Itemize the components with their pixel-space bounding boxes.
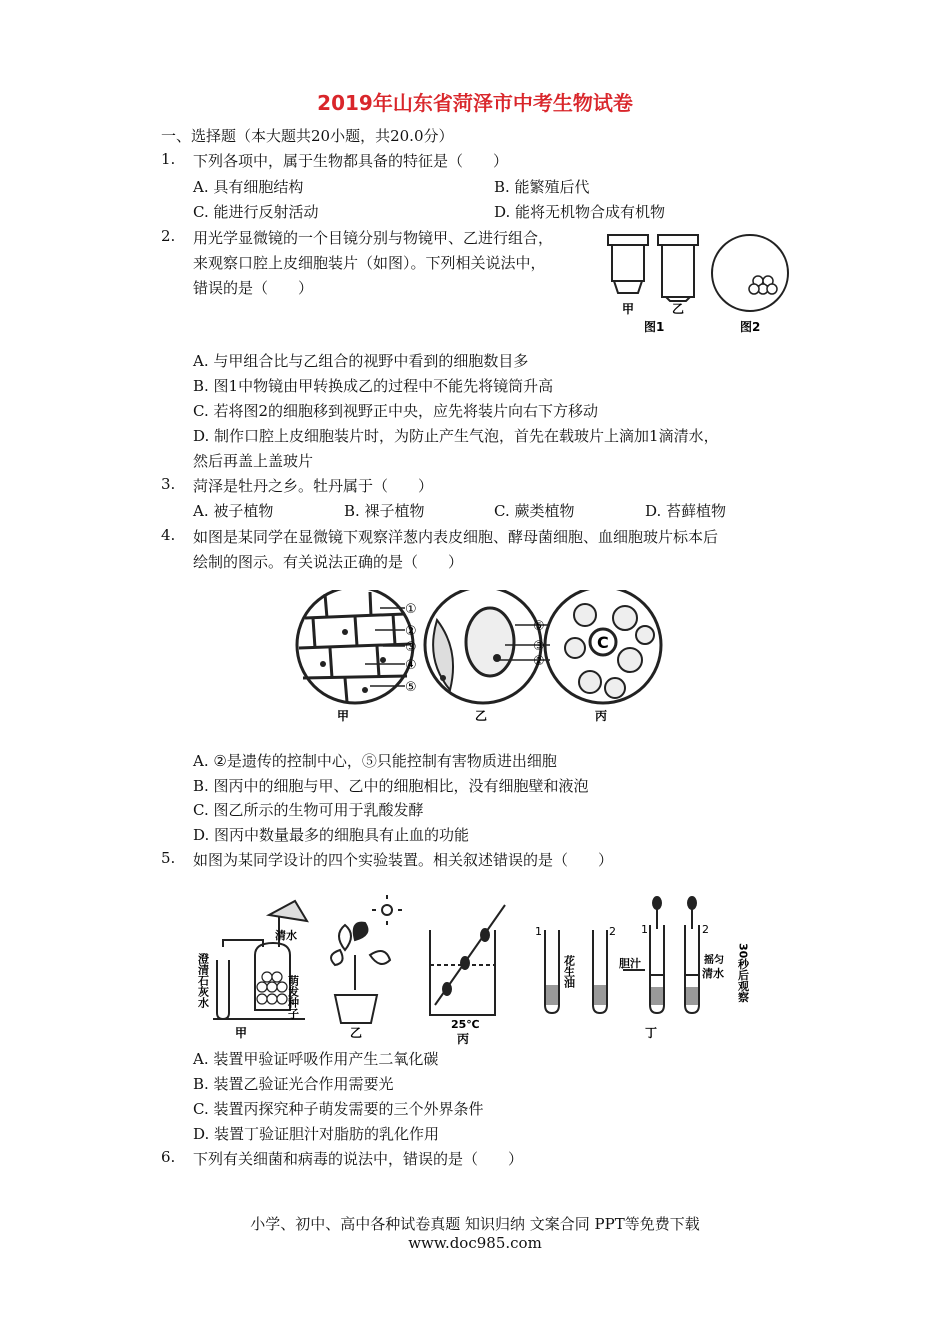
label-bing: 丙 — [595, 709, 608, 723]
q1-number: 1. — [161, 150, 176, 168]
q5-number: 5. — [161, 849, 176, 867]
q2-option-b: B. 图1中物镜由甲转换成乙的过程中不能先将镜筒升高 — [193, 377, 554, 395]
label-yi: 乙 — [475, 709, 488, 723]
footer-url[interactable]: www.doc985.com — [408, 1234, 542, 1252]
q1-stem: 下列各项中，属于生物都具备的特征是（ ） — [193, 152, 509, 170]
label-temp: 25℃ — [451, 1018, 480, 1031]
q2-option-d: D. 制作口腔上皮细胞装片时，为防止产生气泡，首先在载玻片上滴加1滴清水， — [193, 427, 719, 445]
q5-figure — [195, 895, 770, 1045]
q3-option-d: D. 苔藓植物 — [645, 502, 727, 520]
label-zhongzi: 萌发种子 — [286, 975, 300, 1019]
label-t2b: 2 — [702, 923, 709, 936]
q5-option-c: C. 装置丙探究种子萌发需要的三个外界条件 — [193, 1100, 484, 1118]
q2-number: 2. — [161, 227, 176, 245]
q3-stem: 菏泽是牡丹之乡。牡丹属于（ ） — [193, 477, 434, 495]
yeast-cell-icon — [425, 590, 541, 703]
svg-text:C: C — [597, 633, 609, 652]
cell-cluster-icon — [749, 276, 777, 294]
q1-option-a: A. 具有细胞结构 — [193, 178, 304, 196]
q4-option-b: B. 图丙中的细胞与甲、乙中的细胞相比，没有细胞壁和液泡 — [193, 777, 589, 795]
q4-figure — [285, 590, 665, 725]
section-heading: 一、选择题（本大题共20小题，共20.0分） — [161, 127, 454, 145]
q2-figure — [600, 225, 800, 340]
label-qingshui2: 清水 — [702, 967, 724, 980]
label-yi: 乙 — [350, 1026, 363, 1040]
q4-stem-line1: 如图是某同学在显微镜下观察洋葱内表皮细胞、酵母菌细胞、血细胞玻片标本后 — [193, 528, 719, 546]
q2-option-a: A. 与甲组合比与乙组合的视野中看到的细胞数目多 — [193, 352, 529, 370]
q4-option-a: A. ②是遗传的控制中心，⑤只能控制有害物质进出细胞 — [193, 752, 557, 770]
label-5: ⑤ — [405, 680, 417, 695]
label-jia: 甲 — [235, 1026, 248, 1040]
label-t1b: 1 — [641, 923, 648, 936]
apparatus-yi-icon — [331, 895, 402, 1023]
label-bing: 丙 — [457, 1032, 470, 1045]
q2-option-c: C. 若将图2的细胞移到视野正中央，应先将装片向右下方移动 — [193, 402, 599, 420]
field-of-view-circle — [712, 235, 788, 311]
label-3b: ③ — [533, 639, 545, 654]
q2-option-d-cont: 然后再盖上盖玻片 — [193, 452, 314, 470]
label-yi: 乙 — [672, 302, 685, 316]
label-5b: ⑤ — [533, 619, 545, 634]
label-3: ③ — [405, 640, 417, 655]
label-t2: 2 — [609, 925, 616, 938]
label-4: ④ — [405, 658, 417, 673]
label-qingshui: 清水 — [275, 929, 297, 942]
objective-yi-icon — [658, 235, 698, 301]
q3-option-b: B. 裸子植物 — [344, 502, 425, 520]
label-yaoyun: 摇匀 — [704, 955, 724, 966]
label-jia: 甲 — [337, 709, 350, 723]
label-2: ② — [405, 624, 417, 639]
label-jia: 甲 — [622, 302, 635, 316]
label-shihuishui: 澄清石灰水 — [196, 953, 210, 1008]
q4-option-c: C. 图乙所示的生物可用于乳酸发酵 — [193, 801, 424, 819]
q4-option-d: D. 图丙中数量最多的细胞具有止血的功能 — [193, 826, 470, 844]
q3-option-c: C. 蕨类植物 — [494, 502, 575, 520]
q1-option-c: C. 能进行反射活动 — [193, 203, 319, 221]
label-guancha: 30秒后观察 — [736, 943, 750, 1003]
label-1: ① — [405, 602, 417, 617]
q2-stem-line3: 错误的是（ ） — [193, 279, 314, 297]
q3-number: 3. — [161, 475, 176, 493]
label-ding: 丁 — [645, 1026, 658, 1040]
q5-option-a: A. 装置甲验证呼吸作用产生二氧化碳 — [193, 1050, 439, 1068]
label-t1: 1 — [535, 925, 542, 938]
q4-stem-line2: 绘制的图示。有关说法正确的是（ ） — [193, 553, 464, 571]
apparatus-bing-icon — [430, 905, 505, 1015]
q3-option-a: A. 被子植物 — [193, 502, 274, 520]
q4-number: 4. — [161, 526, 176, 544]
q1-option-b: B. 能繁殖后代 — [494, 178, 590, 196]
q6-stem: 下列有关细菌和病毒的说法中，错误的是（ ） — [193, 1150, 524, 1168]
q2-stem-line1: 用光学显微镜的一个目镜分别与物镜甲、乙进行组合， — [193, 229, 554, 247]
blood-cells-icon — [545, 590, 661, 703]
objective-jia-icon — [608, 235, 648, 293]
q6-number: 6. — [161, 1148, 176, 1166]
q1-option-d: D. 能将无机物合成有机物 — [494, 203, 666, 221]
label-fig1: 图1 — [644, 320, 665, 334]
footer-line1: 小学、初中、高中各种试卷真题 知识归纳 文案合同 PPT等免费下载 — [250, 1215, 700, 1233]
q5-option-d: D. 装置丁验证胆汁对脂肪的乳化作用 — [193, 1125, 440, 1143]
q2-stem-line2: 来观察口腔上皮细胞装片（如图）。下列相关说法中， — [193, 254, 546, 272]
page-title: 2019年山东省菏泽市中考生物试卷 — [317, 91, 633, 115]
label-huashengyou: 花生油 — [562, 955, 576, 988]
label-danzhi: 胆汁 — [619, 957, 641, 970]
q5-option-b: B. 装置乙验证光合作用需要光 — [193, 1075, 394, 1093]
q5-stem: 如图为某同学设计的四个实验装置。相关叙述错误的是（ ） — [193, 851, 614, 869]
label-2b: ② — [533, 654, 545, 669]
label-fig2: 图2 — [740, 320, 761, 334]
